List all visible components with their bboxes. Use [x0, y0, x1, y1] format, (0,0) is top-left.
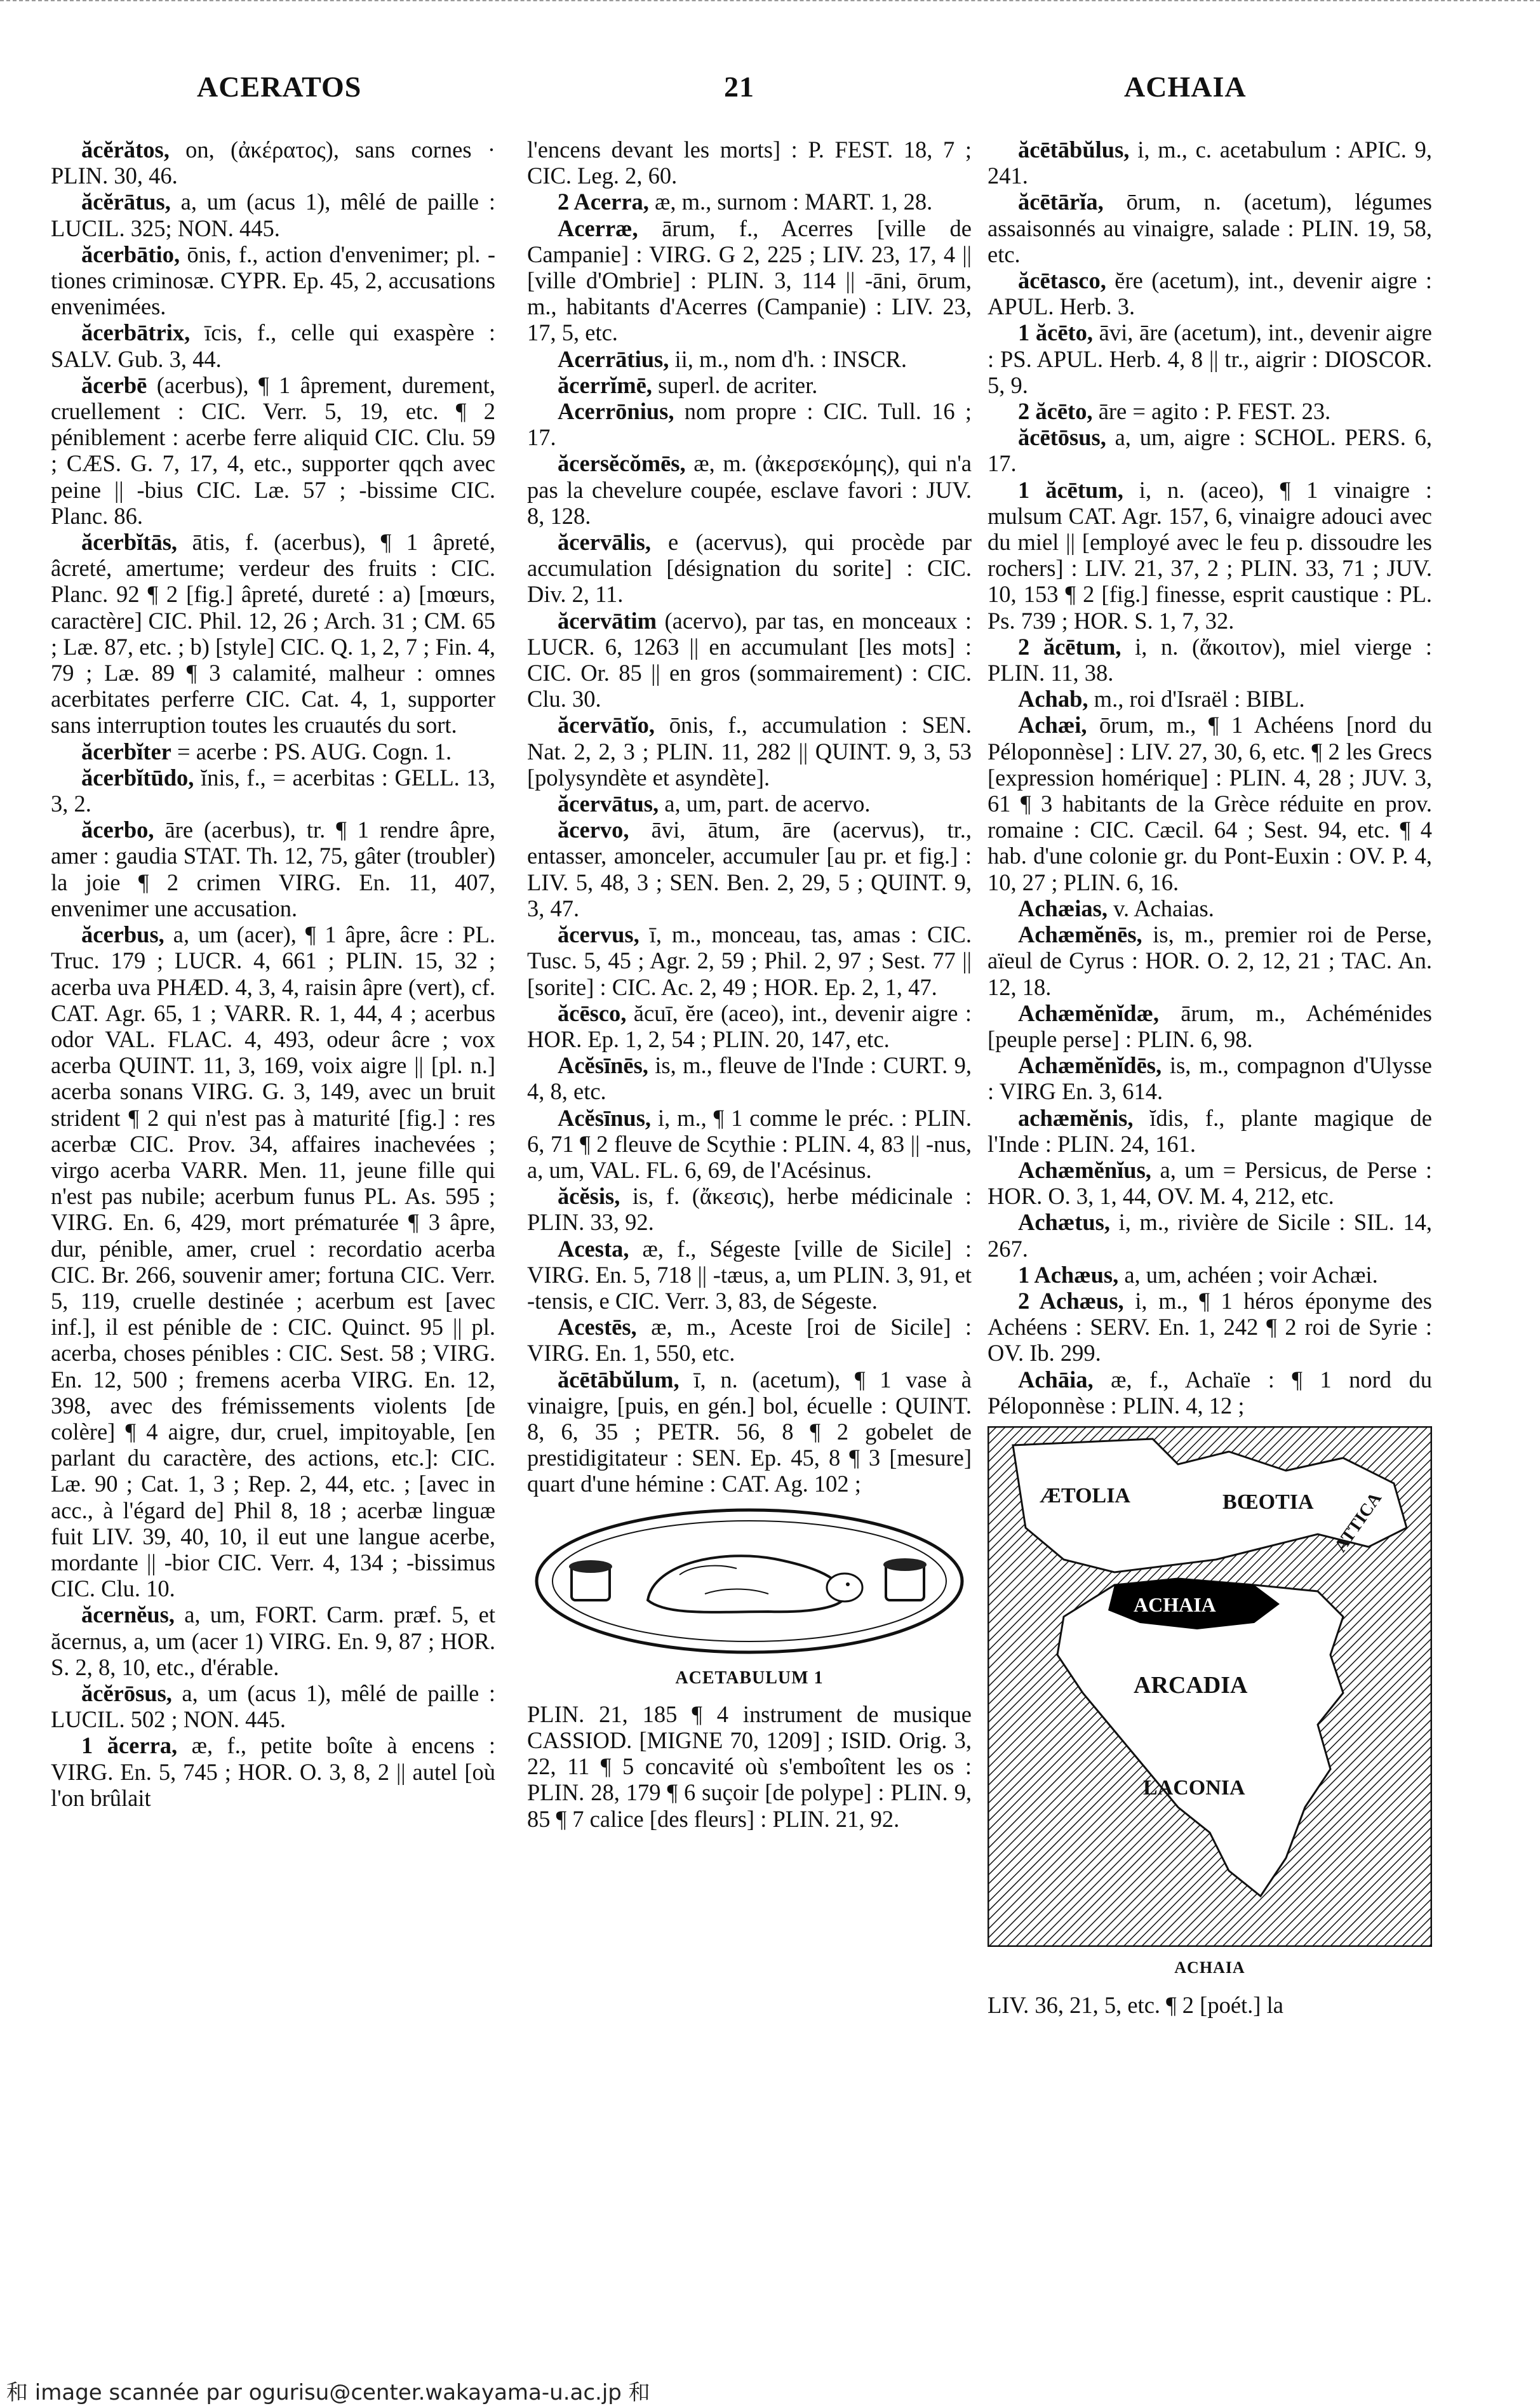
entry-definition: i, m., ¶ 1 comme le préc. : PLIN. 6, 71 ¶ 2 fleuve de Scythie : PLIN. 4, 83 || -nus, a, um, VAL. FL. 6, 69, de l'Acésinus. — [527, 1104, 972, 1183]
entry-headword: ăcerbātrix, — [81, 319, 191, 346]
entry-headword: ăcĕrātus, — [81, 189, 171, 215]
entry-definition: ārum, f., Acerres [ville de Campanie] : VIRG. G 2, 225 ; LIV. 23, 17, 4 || [ville d'Ombrie] : PLIN. 3, 114 || -āni, ōrum, m., habitants d'Acerres (Campanie) : LIV. 23, 17, 5, etc. — [527, 215, 972, 346]
entry-headword: ăcernĕus, — [81, 1601, 175, 1628]
entry-definition: i, m., rivière de Sicile : SIL. 14, 267. — [988, 1209, 1432, 1262]
dictionary-entry — [988, 1157, 1432, 1209]
entry-headword: ăcĕsis, — [558, 1183, 620, 1210]
entry-definition: i, n. (ἄκοιτον), miel vierge : PLIN. 11, 38. — [988, 633, 1432, 686]
entry-definition: LIV. 36, 21, 5, etc. ¶ 2 [poét.] la — [988, 1992, 1283, 2019]
dictionary-entry — [51, 1601, 495, 1680]
entry-headword: ăcētasco, — [1018, 267, 1106, 294]
entry-definition: ōnis, f., accumulation : SEN. Nat. 2, 2, 3 ; PLIN. 11, 282 || QUINT. 9, 3, 53 [polysyndète et asyndète]. — [527, 712, 972, 791]
entry-definition: ĭdis, f., plante magique de l'Inde : PLIN. 24, 161. — [988, 1104, 1432, 1157]
entry-definition: e (acervus), qui procède par accumulation [désignation du sorite] : CIC. Div. 2, 11. — [527, 529, 972, 608]
entry-headword: 1 ăcētum, — [1018, 476, 1123, 503]
entry-definition: ōrum, n. (acetum), légumes assaisonnés au vinaigre, salade : PLIN. 19, 58, etc. — [988, 189, 1432, 267]
entry-definition: is, m., premier roi de Perse, aïeul de Cyrus : HOR. O. 2, 12, 21 ; TAC. An. 12, 18. — [988, 921, 1432, 1000]
entry-headword: ăcerbĭtūdo, — [81, 764, 194, 791]
entry-definition: īcis, f., celle qui exaspère : SALV. Gub. 3, 44. — [51, 319, 495, 372]
entry-definition: ii, m., nom d'h. : INSCR. — [669, 345, 907, 372]
dictionary-entry — [51, 765, 495, 817]
entry-definition: a, um, FORT. Carm. præf. 5, et ăcernus, a, um (acer 1) VIRG. En. 9, 87 ; HOR. S. 2, 8, 10, etc., d'érable. — [51, 1601, 495, 1680]
entry-headword: ăcervālis, — [558, 529, 651, 556]
entry-headword: 2 Acerra, — [558, 189, 649, 215]
entry-definition: l'encens devant les morts] : P. FEST. 18, 7 ; CIC. Leg. 2, 60. — [527, 137, 972, 189]
entry-headword: ăcerbus, — [81, 921, 164, 948]
entry-definition: ōrum, m., ¶ 1 Achéens [nord du Péloponnèse] : LIV. 27, 30, 6, etc. ¶ 2 les Grecs [expression homérique] : PLIN. 4, 28 ; JUV. 3, 61 ¶ 3 habitants de la Grèce réduite en prov. romaine : CIC. Cæcil. 64 ; Sest. 94, etc. ¶ 4 hab. d'une colonie gr. du Pont-Euxin : OV. P. 4, 10, 27 ; PLIN. 6, 16. — [988, 712, 1432, 895]
dictionary-entry — [51, 137, 495, 189]
top-border — [0, 0, 1540, 10]
entry-definition: ōnis, f., action d'envenimer; pl. -tiones criminosæ. CYPR. Ep. 45, 2, accusations envenimées. — [51, 241, 495, 320]
entry-headword: Achæmĕnĭdēs, — [1018, 1052, 1162, 1079]
entry-definition: a, um (acer), ¶ 1 âpre, âcre : PL. Truc. 179 ; LUCR. 4, 661 ; PLIN. 15, 32 ; acerba uva PHÆD. 4, 3, 4, raisin âpre (vert), cf. CAT. Agr. 65, 1 ; VARR. R. 1, 44, 4 ; acerbus odor VAL. FLAC. 4, 493, odeur âcre ; vox acerba QUINT. 11, 3, 169, voix aigre || [pl. n.] acerba sonans VIRG. G. 3, 149, avec un bruit strident ¶ 2 qui n'est pas à maturité [fig.] : res acerbæ CIC. Prov. 34, affaires inachevées ; virgo acerba VARR. Men. 11, jeune fille qui n'est pas nubile; acerbum funus PL. As. 595 ; VIRG. En. 6, 429, mort prématurée ¶ 3 âpre, dur, pénible, amer, cruel : recordatio acerba CIC. Br. 266, souvenir amer; fortuna CIC. Verr. 5, 119, cruelle destinée ; acerbum est [avec inf.], il est pénible de : CIC. Quinct. 95 || pl. acerba, choses pénibles : CIC. Sest. 58 ; VIRG. En. 12, 500 ; fremens acerba VIRG. En. 12, 398, avec des frémissements violents [de colère] ¶ 4 aigre, dur, cruel, impitoyable, [en parlant du caractère, des actions, etc.]: CIC. Læ. 90 ; Cat. 1, 3 ; Rep. 2, 44, etc. ; [avec in acc., à l'égard de] Phil 8, 18 ; acerbæ linguæ fuit LIV. 39, 40, 10, il eut une langue acerbe, mordante || -bior CIC. Verr. 4, 134 ; -bissimus CIC. Clu. 10. — [51, 921, 495, 1602]
dictionary-entry — [988, 634, 1432, 686]
entry-definition: ātis, f. (acerbus), ¶ 1 âpreté, âcreté, amertume; verdeur des fruits : CIC. Planc. 92 ¶ 2 [fig.] âpreté, dureté : a) [mœurs, caractère] CIC. Phil. 12, 26 ; Arch. 31 ; CM. 65 ; Læ. 87, etc. ; b) [style] CIC. Q. 1, 2, 7 ; Fin. 4, 79 ; Læ. 89 ¶ 3 calamité, malheur : omnes acerbitates perferre CIC. Cat. 4, 1, supporter sans interruption toutes les cruautés du sort. — [51, 529, 495, 739]
entry-headword: ăcerbĭter — [81, 738, 171, 765]
dictionary-entry — [988, 1367, 1432, 1419]
dictionary-entry — [527, 1701, 972, 1832]
map-label-aetolia: ÆTOLIA — [1040, 1483, 1130, 1507]
entry-headword: Achāia, — [1018, 1366, 1094, 1393]
dictionary-entry — [51, 529, 495, 739]
entry-headword: ăcerrĭmē, — [558, 371, 652, 398]
entry-definition: (acerbus), ¶ 1 âprement, durement, cruellement : CIC. Verr. 5, 19, etc. ¶ 2 péniblement : acerbe ferre aliquid CIC. Clu. 59 ; CÆS. G. 7, 17, 4, etc., supporter qqch avec peine || -bius CIC. Læ. 57 ; -bissime CIC. Planc. 86. — [51, 371, 495, 529]
entry-definition: āre = agito : P. FEST. 23. — [1092, 398, 1331, 425]
entry-definition: i, m., ¶ 1 héros éponyme des Achéens : SERV. En. 1, 242 ¶ 2 roi de Syrie : OV. Ib. 299. — [988, 1287, 1432, 1367]
entry-headword: Acĕsīnēs, — [558, 1052, 648, 1079]
entry-headword: 1 ăcēto, — [1018, 319, 1094, 346]
entry-definition: is, m., fleuve de l'Inde : CURT. 9, 4, 8, etc. — [527, 1052, 972, 1105]
entry-headword: Acĕsīnus, — [558, 1104, 652, 1131]
entry-definition: a, um, aigre : SCHOL. PERS. 6, 17. — [988, 424, 1432, 477]
map-label-attica: ATTICA — [1330, 1488, 1386, 1556]
entry-definition: is, f. (ἄκεσις), herbe médicinale : PLIN. 33, 92. — [527, 1183, 972, 1236]
entry-definition: a, um (acus 1), mêlé de paille : LUCIL. 325; NON. 445. — [51, 189, 495, 241]
column-2 — [527, 137, 972, 1832]
entry-definition: (acervo), par tas, en monceaux : LUCR. 6, 1263 || en accumulant [les mots] : CIC. Or. 85 || en gros (sommairement) : CIC. Clu. 30. — [527, 607, 972, 712]
map-label-boeotia: BŒOTIA — [1222, 1490, 1314, 1514]
entry-definition: āre (acerbus), tr. ¶ 1 rendre âpre, amer : gaudia STAT. Th. 12, 75, gâter (troubler) la joie ¶ 2 crimen VIRG. En. 11, 407, envenimer une accusation. — [51, 817, 495, 921]
entry-headword: Achætus, — [1018, 1209, 1111, 1236]
entry-definition: ĕre (acetum), int., devenir aigre : APUL. Herb. 3. — [988, 267, 1432, 320]
entry-definition: m., roi d'Israël : BIBL. — [1088, 686, 1305, 712]
entry-definition: a, um (acus 1), mêlé de paille : LUCIL. 502 ; NON. 445. — [51, 1680, 495, 1733]
entry-headword: ăcervātus, — [558, 791, 659, 817]
map-label-laconia: LACONIA — [1143, 1775, 1245, 1800]
entry-definition: is, m., compagnon d'Ulysse : VIRG En. 3, 614. — [988, 1052, 1432, 1105]
entry-definition: ārum, m., Achéménides [peuple perse] : PLIN. 6, 98. — [988, 999, 1432, 1052]
dictionary-entry — [527, 1183, 972, 1235]
dictionary-entry — [527, 608, 972, 712]
entry-headword: ăcētābŭlum, — [558, 1366, 680, 1393]
dictionary-entry — [527, 1314, 972, 1366]
entry-definition: æ, m. (ἀκερσεκόμης), qui n'a pas la chevelure coupée, esclave favori : JUV. 8, 128. — [527, 450, 972, 529]
dictionary-entry — [988, 1992, 1432, 2018]
entry-headword: Achæi, — [1018, 712, 1087, 739]
entry-definition: i, m., c. acetabulum : APIC. 9, 241. — [988, 137, 1432, 189]
entry-headword: Acesta, — [558, 1235, 629, 1262]
entry-definition: æ, m., Aceste [roi de Sicile] : VIRG. En. 1, 550, etc. — [527, 1314, 972, 1367]
dictionary-entry — [988, 137, 1432, 189]
entry-definition: ĭnis, f., = acerbitas : GELL. 13, 3, 2. — [51, 764, 495, 817]
entry-headword: 2 ăcēto, — [1018, 398, 1093, 425]
entry-headword: ăcerbātio, — [81, 241, 180, 267]
entry-definition: æ, f., Achaïe : ¶ 1 nord du Péloponnèse : PLIN. 4, 12 ; — [988, 1366, 1432, 1419]
acetabulum-illustration — [527, 1505, 972, 1657]
entry-headword: Achæmĕnĭus, — [1018, 1156, 1151, 1183]
dictionary-entry — [988, 1000, 1432, 1052]
entry-definition: æ, f., Ségeste [ville de Sicile] : VIRG. En. 5, 718 || -tæus, a, um PLIN. 3, 91, et -tensis, e CIC. Verr. 3, 83, de Ségeste. — [527, 1235, 972, 1314]
dictionary-entry — [51, 372, 495, 529]
entry-headword: Acerrōnius, — [558, 398, 674, 425]
entry-headword: ăcerbo, — [81, 817, 154, 843]
entry-headword: Achab, — [1018, 686, 1088, 712]
dictionary-entry — [527, 921, 972, 1000]
dictionary-entry — [988, 319, 1432, 398]
dictionary-entry — [988, 1209, 1432, 1261]
dictionary-entry — [527, 1052, 972, 1104]
entry-headword: Achæias, — [1018, 895, 1108, 921]
dictionary-entry — [51, 921, 495, 1601]
dictionary-entry — [527, 1105, 972, 1184]
entry-definition: ăcuī, ĕre (aceo), int., devenir aigre : HOR. Ep. 1, 2, 54 ; PLIN. 20, 147, etc. — [527, 999, 972, 1052]
entry-definition: āvi, āre (acetum), int., devenir aigre : PS. APUL. Herb. 4, 8 || tr., aigrir : DIOSCOR. 5, 9. — [988, 319, 1432, 398]
entry-headword: ăcersĕcŏmēs, — [558, 450, 686, 477]
entry-headword: ăcētābŭlus, — [1018, 137, 1130, 163]
entry-definition: ī, n. (acetum), ¶ 1 vase à vinaigre, [puis, en gén.] bol, écuelle : QUINT. 8, 6, 35 ; PETR. 56, 8 ¶ 2 gobelet de prestidigitateur : SEN. Ep. 45, 8 ¶ 3 [mesure] quart d'une hémine : CAT. Ag. 102 ; — [527, 1366, 972, 1497]
entry-headword: Acestēs, — [558, 1314, 637, 1340]
dictionary-entry — [527, 215, 972, 346]
entry-headword: ăcētārĭa, — [1018, 189, 1104, 215]
entry-headword: ăcervātim — [558, 607, 657, 634]
entry-headword: 2 ăcētum, — [1018, 633, 1122, 660]
entry-definition: āvi, ātum, āre (acervus), tr., entasser, amonceler, accumuler [au pr. et fig.] : LIV. 5, 48, 3 ; SEN. Ben. 2, 29, 5 ; QUINT. 9, 3, 47. — [527, 817, 972, 921]
entry-definition: superl. de acriter. — [652, 371, 818, 398]
entry-headword: 1 Achæus, — [1018, 1261, 1119, 1288]
entry-definition: = acerbe : PS. AUG. Cogn. 1. — [171, 738, 452, 765]
dictionary-entry — [988, 267, 1432, 319]
entry-headword: ăcerbĭtās, — [81, 529, 178, 556]
dictionary-entry — [988, 712, 1432, 895]
running-head-right: ACHAIA — [1124, 70, 1247, 103]
entry-headword: achæmĕnis, — [1018, 1104, 1134, 1131]
entry-definition: æ, f., petite boîte à encens : VIRG. En. 5, 745 ; HOR. O. 3, 8, 2 || autel [où l'on brûlait — [51, 1732, 496, 1811]
entry-definition: on, (ἀκέρατος), sans cornes · PLIN. 30, 46. — [51, 137, 495, 189]
entry-headword: Achæmĕnĭdæ, — [1018, 999, 1160, 1026]
dictionary-entry — [988, 477, 1432, 634]
entry-headword: ăcĕrōsus, — [81, 1680, 172, 1706]
dictionary-entry — [527, 346, 972, 372]
entry-headword: ăcētōsus, — [1018, 424, 1106, 451]
map-label-arcadia: ARCADIA — [1134, 1671, 1248, 1699]
figure-caption: ACETABULUM 1 — [675, 1667, 824, 1688]
scan-credit-footer: 和 image scannée par ogurisu@center.wakayama-u.ac.jp 和 — [6, 2380, 650, 2405]
entry-definition: v. Achaias. — [1107, 895, 1214, 921]
entry-definition: PLIN. 21, 185 ¶ 4 instrument de musique CASSIOD. [MIGNE 70, 1209] ; ISID. Orig. 3, 22, 11 ¶ 5 concavité où s'emboîtent les os : PLIN. 28, 179 ¶ 6 suçoir [de polype] : PLIN. 9, 85 ¶ 7 calice [des fleurs] : PLIN. 21, 92. — [527, 1701, 972, 1832]
entry-definition: æ, m., surnom : MART. 1, 28. — [648, 189, 933, 215]
entry-headword: ăcēsco, — [558, 999, 627, 1026]
dictionary-entry — [51, 319, 495, 371]
dictionary-entry — [51, 189, 495, 241]
dictionary-entry — [988, 189, 1432, 267]
dictionary-entry — [527, 1367, 972, 1497]
entry-headword: ăcĕrătos, — [81, 137, 170, 163]
dictionary-entry — [988, 686, 1432, 712]
page-number: 21 — [724, 70, 754, 103]
column-3 — [988, 137, 1432, 2018]
dictionary-entry — [988, 398, 1432, 424]
dictionary-entry — [51, 817, 495, 921]
entry-headword: Acerrātius, — [558, 345, 669, 372]
dictionary-entry — [527, 1000, 972, 1052]
entry-definition: a, um, achéen ; voir Achæi. — [1118, 1261, 1378, 1288]
dictionary-entry — [51, 1732, 495, 1811]
entry-definition: ī, m., monceau, tas, amas : CIC. Tusc. 5, 45 ; Agr. 2, 59 ; Phil. 2, 97 ; Sest. 77 || [sorite] : CIC. Ac. 2, 49 ; HOR. Ep. 2, 1, 47. — [527, 921, 972, 1000]
dictionary-entry — [988, 895, 1432, 921]
entry-definition: i, n. (aceo), ¶ 1 vinaigre : mulsum CAT. Agr. 157, 6, vinaigre adouci avec du miel || [employé avec le feu p. dissoudre les rochers] : LIV. 21, 37, 2 ; PLIN. 33, 71 ; JUV. 10, 153 ¶ 2 [fig.] finesse, esprit caustique : PL. Ps. 739 ; HOR. S. 1, 7, 32. — [988, 476, 1432, 634]
dictionary-entry — [527, 529, 972, 608]
entry-definition: nom propre : CIC. Tull. 16 ; 17. — [527, 398, 972, 451]
entry-headword: Acerræ, — [558, 215, 638, 241]
dictionary-entry — [527, 137, 972, 189]
entry-headword: 2 Achæus, — [1018, 1287, 1124, 1314]
dictionary-entry — [988, 1288, 1432, 1367]
dictionary-entry — [988, 1105, 1432, 1157]
dictionary-entry — [527, 372, 972, 398]
dictionary-entry — [51, 241, 495, 320]
dictionary-entry — [527, 817, 972, 921]
page-header — [0, 70, 1540, 114]
dictionary-entry — [51, 739, 495, 765]
running-head-left: ACERATOS — [197, 70, 362, 103]
dictionary-entry — [527, 1236, 972, 1314]
map-label-achaia: ACHAIA — [1134, 1593, 1216, 1616]
dictionary-entry — [51, 1680, 495, 1732]
dictionary-entry — [527, 712, 972, 791]
achaia-map — [988, 1426, 1432, 1947]
entry-headword: ăcervo, — [558, 817, 629, 843]
entry-definition: a, um, part. de acervo. — [659, 791, 871, 817]
entry-headword: 1 ăcerra, — [81, 1732, 178, 1759]
entry-headword: ăcervātĭo, — [558, 712, 655, 739]
dictionary-entry — [988, 1052, 1432, 1104]
dictionary-entry — [527, 791, 972, 817]
dictionary-entry — [527, 189, 972, 215]
entry-headword: Achæmĕnēs, — [1018, 921, 1142, 948]
map-caption: ACHAIA — [1174, 1958, 1245, 1977]
column-1 — [51, 137, 495, 1811]
dictionary-entry — [988, 921, 1432, 1000]
dictionary-entry — [988, 424, 1432, 476]
entry-headword: ăcervus, — [558, 921, 639, 948]
dictionary-entry — [527, 450, 972, 529]
dictionary-entry — [527, 398, 972, 450]
entry-headword: ăcerbē — [81, 371, 147, 398]
dictionary-entry — [988, 1262, 1432, 1288]
entry-definition: a, um = Persicus, de Perse : HOR. O. 3, 1, 44, OV. M. 4, 212, etc. — [988, 1156, 1432, 1210]
